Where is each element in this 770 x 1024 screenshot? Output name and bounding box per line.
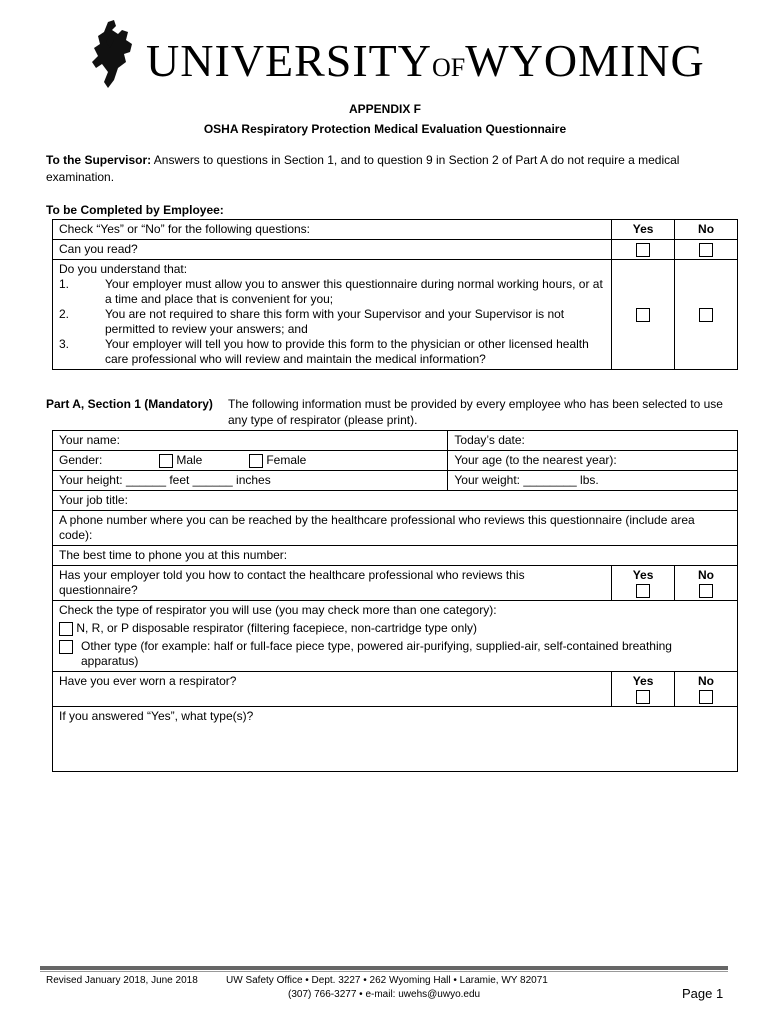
male-checkbox[interactable] xyxy=(159,454,173,468)
date-field[interactable]: Today’s date: xyxy=(448,431,738,451)
no-header: No xyxy=(675,220,738,240)
table-row xyxy=(53,240,738,260)
worn-no-checkbox[interactable] xyxy=(699,690,713,704)
table-row xyxy=(53,672,738,707)
item-text: You are not required to share this form with your Supervisor and your Supervisor is not permitted to review your answers; and xyxy=(105,307,565,336)
male-label: Male xyxy=(176,453,203,467)
worn-yes-label: Yes xyxy=(632,674,654,688)
job-title-field[interactable]: Your job title: xyxy=(53,491,738,511)
height-field[interactable]: Your height: ______ feet ______ inches xyxy=(53,471,448,491)
parta-heading-block xyxy=(46,396,726,428)
gender-field xyxy=(53,451,448,471)
table-row xyxy=(53,431,738,451)
worn-no-label: No xyxy=(698,674,715,688)
item-number: 2. xyxy=(59,307,70,321)
list-item xyxy=(59,277,605,307)
understand-no-checkbox[interactable] xyxy=(699,308,713,322)
question-read: Can you read? xyxy=(53,240,612,260)
table-row xyxy=(53,707,738,772)
understand-label: Do you understand that: xyxy=(59,262,188,276)
table-row xyxy=(53,471,738,491)
employee-heading: To be Completed by Employee: xyxy=(46,203,224,217)
wordmark-of: OF xyxy=(431,53,466,82)
contact-question: Has your employer told you how to contact the healthcare professional who reviews this questionnaire? xyxy=(53,566,612,601)
table-row xyxy=(53,566,738,601)
table-row xyxy=(53,511,738,546)
page-title: OSHA Respiratory Protection Medical Evaluation Questionnaire xyxy=(203,122,567,136)
phone-field[interactable]: A phone number where you can be reached by the healthcare professional who reviews this questionnaire (include area code): xyxy=(53,511,738,546)
item-text: Your employer will tell you how to provide this form to the physician or other licensed health care professional who will review and maintain the medical information? xyxy=(105,337,589,366)
employee-table xyxy=(52,219,738,370)
female-checkbox[interactable] xyxy=(249,454,263,468)
table-row xyxy=(53,260,738,370)
university-wordmark xyxy=(146,36,705,93)
item-text: Your employer must allow you to answer this questionnaire during normal working hours, or at a time and place that is convenient for you; xyxy=(105,277,603,306)
page-number: Page 1 xyxy=(682,986,724,1001)
respirator-type-field xyxy=(53,601,738,672)
worn-yes-checkbox[interactable] xyxy=(636,690,650,704)
supervisor-note xyxy=(46,152,726,186)
weight-field[interactable]: Your weight: ________ lbs. xyxy=(448,471,738,491)
parta-heading: Part A, Section 1 (Mandatory) xyxy=(46,397,213,411)
disposable-respirator-label: N, R, or P disposable respirator (filtering facepiece, non-cartridge type only) xyxy=(76,621,477,635)
name-field[interactable]: Your name: xyxy=(53,431,448,451)
footer-divider-thin xyxy=(40,971,728,972)
read-yes-checkbox[interactable] xyxy=(636,243,650,257)
contact-no-checkbox[interactable] xyxy=(699,584,713,598)
table-row xyxy=(53,546,738,566)
appendix-label: APPENDIX F xyxy=(348,102,421,116)
other-respirator-label: Other type (for example: half or full-face piece type, powered air-purifying, supplied-air, self-contained breathing apparatus) xyxy=(81,639,672,668)
list-item xyxy=(59,307,605,337)
footer-office: UW Safety Office • Dept. 3227 • 262 Wyoming Hall • Laramie, WY 82071 xyxy=(226,975,548,986)
female-label: Female xyxy=(266,453,307,467)
table-row xyxy=(53,491,738,511)
table-row xyxy=(53,601,738,672)
parta-table xyxy=(52,430,738,772)
item-number: 1. xyxy=(59,277,70,291)
other-respirator-checkbox[interactable] xyxy=(59,640,73,654)
footer-contact: (307) 766-3277 • e-mail: uwehs@uwyo.edu xyxy=(288,989,481,1000)
item-number: 3. xyxy=(59,337,70,351)
contact-yes-label: Yes xyxy=(632,568,654,582)
table-row xyxy=(53,220,738,240)
contact-no-label: No xyxy=(698,568,715,582)
wordmark-university: UNIVERSITY xyxy=(146,35,432,86)
footer-divider xyxy=(40,966,728,970)
worn-question: Have you ever worn a respirator? xyxy=(53,672,612,707)
respirator-type-question: Check the type of respirator you will use (you may check more than one category): xyxy=(59,603,497,617)
parta-intro: The following information must be provided by every employee who has been selected to use any type of respirator (please print). xyxy=(228,397,723,427)
supervisor-label: To the Supervisor: xyxy=(46,153,152,167)
table-row xyxy=(53,451,738,471)
supervisor-text: Answers to questions in Section 1, and to question 9 in Section 2 of Part A do not require a medical examination. xyxy=(46,153,680,184)
bucking-horse-icon xyxy=(88,18,140,90)
disposable-respirator-checkbox[interactable] xyxy=(59,622,73,636)
question-understand xyxy=(53,260,612,370)
types-field[interactable]: If you answered “Yes”, what type(s)? xyxy=(53,707,738,772)
read-no-checkbox[interactable] xyxy=(699,243,713,257)
gender-label: Gender: xyxy=(59,453,103,467)
age-field[interactable]: Your age (to the nearest year): xyxy=(448,451,738,471)
understand-yes-checkbox[interactable] xyxy=(636,308,650,322)
wordmark-wyoming: WYOMING xyxy=(465,35,705,86)
best-time-field[interactable]: The best time to phone you at this number: xyxy=(53,546,738,566)
revised-date: Revised January 2018, June 2018 xyxy=(46,975,198,986)
yes-header: Yes xyxy=(612,220,675,240)
contact-yes-checkbox[interactable] xyxy=(636,584,650,598)
list-item xyxy=(59,337,605,367)
check-header: Check “Yes” or “No” for the following questions: xyxy=(53,220,612,240)
